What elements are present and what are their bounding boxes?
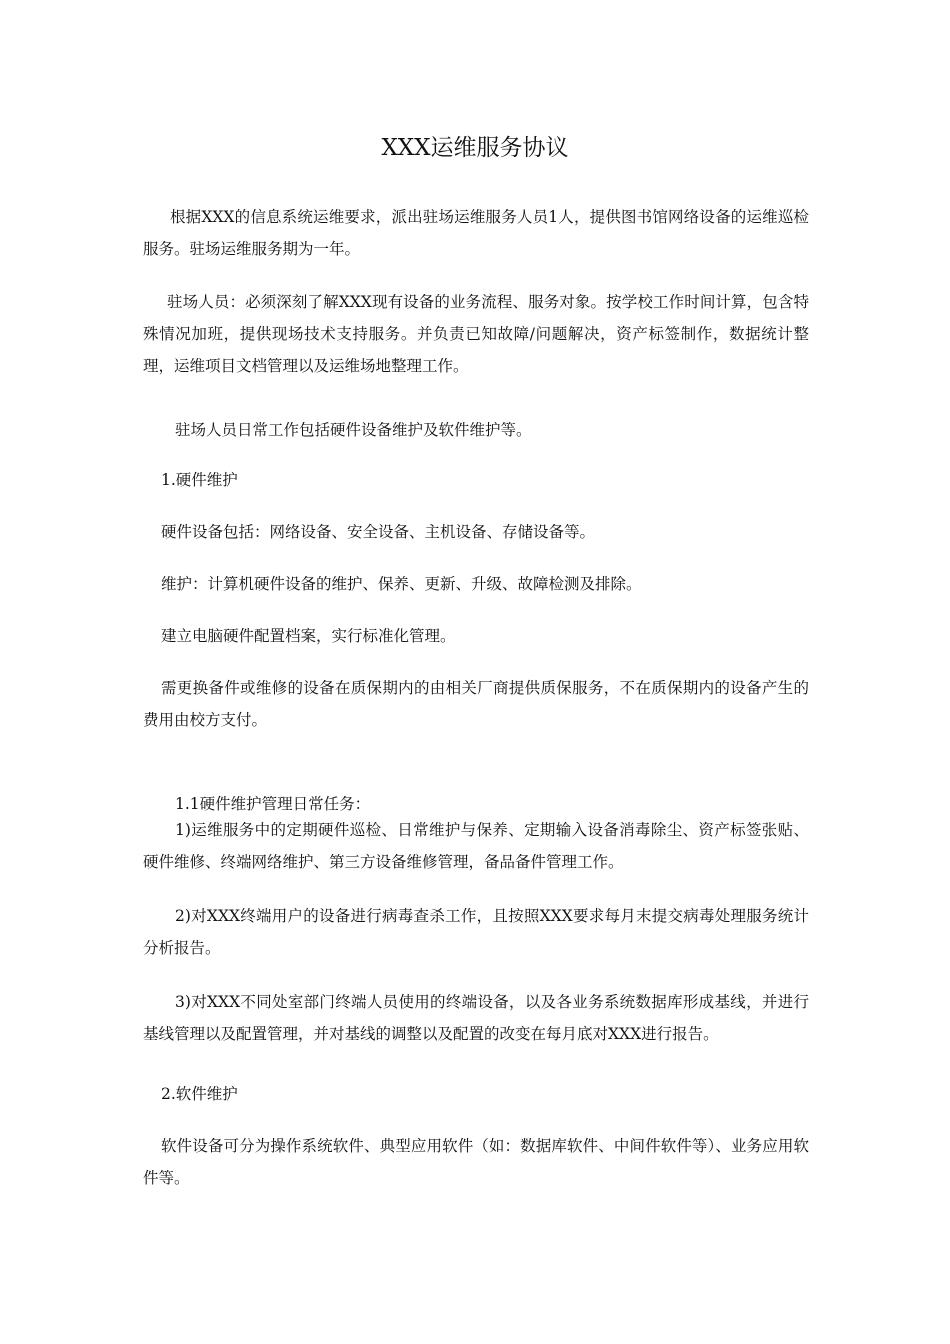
paragraph-dispatch: 根据XXX的信息系统运维要求，派出驻场运维服务人员1人，提供图书馆网络设备的运维巡检服务。驻场运维服务期为一年。 — [143, 208, 809, 258]
paragraph-daily-work: 驻场人员日常工作包括硬件设备维护及软件维护等。 — [175, 421, 532, 439]
paragraph-maintenance: 维护：计算机硬件设备的维护、保养、更新、升级、故障检测及排除。 — [161, 575, 642, 593]
heading-hardware-maintenance: 1.硬件维护 — [161, 471, 238, 489]
list-item-task-2: 2)对XXX终端用户的设备进行病毒查杀工作，且按照XXX要求每月末提交病毒处理服务统计分析报告。 — [143, 907, 809, 957]
paragraph-onsite-staff: 驻场人员：必须深刻了解XXX现有设备的业务流程、服务对象。按学校工作时间计算，包含特殊情况加班，提供现场技术支持服务。并负责已知故障/问题解决，资产标签制作，数据统计整理，运维项目文档管理以及运维场地整理工作。 — [143, 293, 809, 375]
paragraph-hardware-devices: 硬件设备包括：网络设备、安全设备、主机设备、存储设备等。 — [161, 523, 596, 541]
heading-hardware-daily-tasks: 1.1硬件维护管理日常任务： — [175, 795, 371, 813]
paragraph-config-archive: 建立电脑硬件配置档案，实行标准化管理。 — [161, 627, 456, 645]
list-item-task-1: 1)运维服务中的定期硬件巡检、日常维护与保养、定期输入设备消毒除尘、资产标签张贴、硬件维修、终端网络维护、第三方设备维修管理，备品备件管理工作。 — [143, 821, 809, 871]
document-title: XXX运维服务协议 — [381, 135, 569, 161]
paragraph-spare-parts: 需更换备件或维修的设备在质保期内的由相关厂商提供质保服务，不在质保期内的设备产生的费用由校方支付。 — [143, 679, 809, 729]
paragraph-software-devices: 软件设备可分为操作系统软件、典型应用软件（如：数据库软件、中间件软件等）、业务应用软件等。 — [143, 1137, 809, 1187]
heading-software-maintenance: 2.软件维护 — [161, 1085, 238, 1103]
list-item-task-3: 3)对XXX不同处室部门终端人员使用的终端设备，以及各业务系统数据库形成基线，并进行基线管理以及配置管理，并对基线的调整以及配置的改变在每月底对XXX进行报告。 — [143, 993, 809, 1043]
